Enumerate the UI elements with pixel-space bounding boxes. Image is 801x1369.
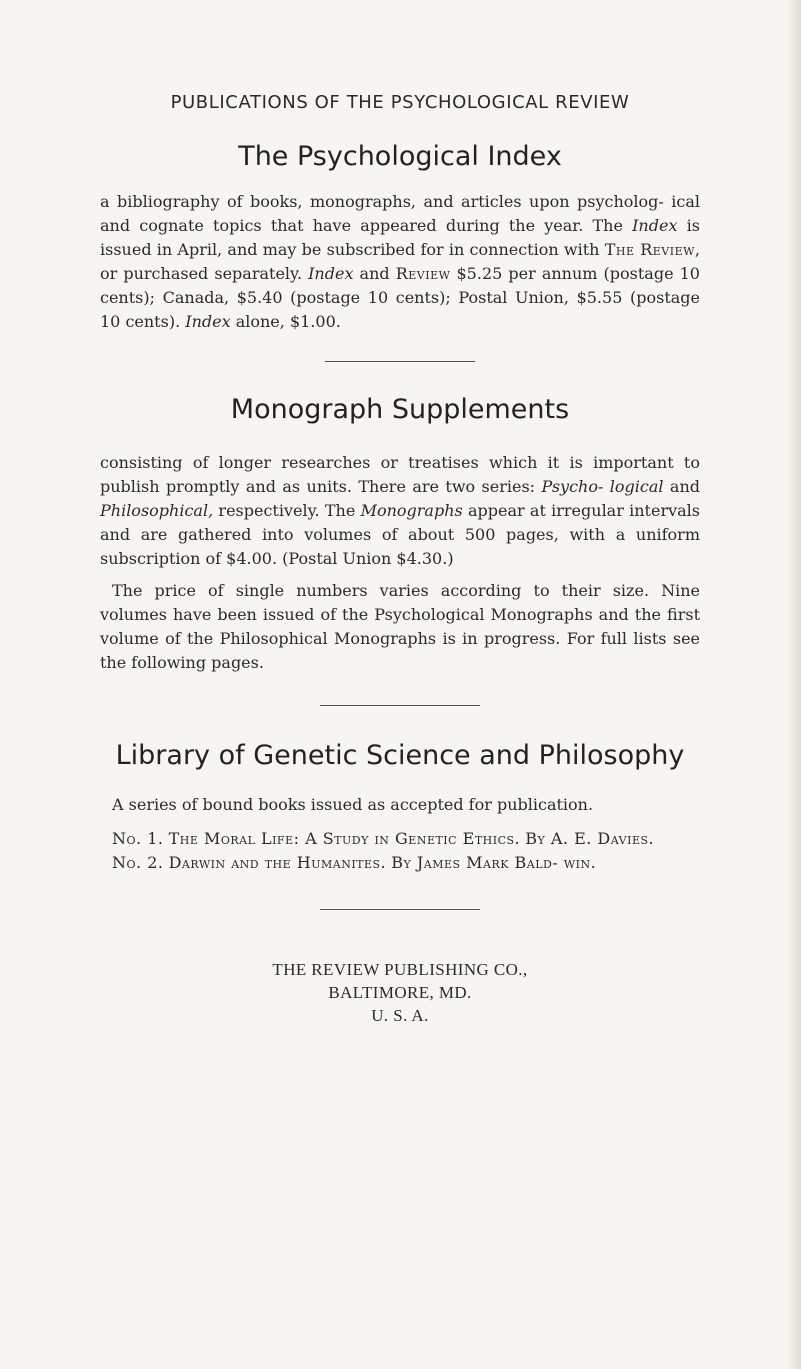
series-philosophical: Philosophical, xyxy=(100,501,214,520)
monograph-text-1c: appear at irregular intervals and are gathered into volumes of about 500 pages, with a uniform subscription of $4.00. (Postal Union $4.30.) xyxy=(100,501,700,568)
item-1-author: By A. E. Davies. xyxy=(525,829,655,848)
the-review-smallcaps: The Review xyxy=(604,240,695,259)
index-text-4: $5.25 per annum (postage 10 cents); Canada, $5.40 (postage 10 cents); Postal Union, $5.55 (postage 10 cents). xyxy=(100,264,700,331)
page-content xyxy=(100,92,700,1027)
library-item-1 xyxy=(100,827,700,851)
monograph-text-1a: consisting of longer researches or treatises which it is important to publish promptly and as units. There are two series: xyxy=(100,453,700,496)
running-head: PUBLICATIONS OF THE PSYCHOLOGICAL REVIEW xyxy=(170,92,630,113)
index-italic-3: Index xyxy=(185,312,231,331)
page-edge-shadow xyxy=(787,0,801,1369)
library-intro: A series of bound books issued as accepted for publication. xyxy=(112,795,594,814)
index-paragraph xyxy=(100,190,700,334)
index-text-3: , or purchased separately. xyxy=(100,240,700,283)
index-italic-2: Index xyxy=(308,264,354,283)
index-heading: The Psychological Index xyxy=(238,141,562,172)
monograph-paragraph-1 xyxy=(100,451,700,571)
index-text-1: a bibliography of books, monographs, and articles upon psycholog- ical and cognate topics that have appeared during the year. The xyxy=(100,192,700,235)
item-2-author: By James Mark Bald- win. xyxy=(391,853,597,872)
publisher-imprint xyxy=(100,958,700,1027)
index-italic-1: Index xyxy=(632,216,678,235)
item-2-title: Darwin and the Humanites. xyxy=(168,853,387,872)
imprint-line-3: U. S. A. xyxy=(371,1006,429,1025)
index-and: and xyxy=(359,264,390,283)
index-text-2: is issued in April, and may be subscribed for in connection with xyxy=(100,216,700,259)
monograph-and: and xyxy=(669,477,701,496)
imprint-line-2: BALTIMORE, MD. xyxy=(328,983,472,1002)
library-item-2 xyxy=(100,851,700,875)
series-psychological: Psycho- logical xyxy=(541,477,664,496)
review-smallcaps: Review xyxy=(395,264,451,283)
item-1-title: The Moral Life: A Study in Genetic Ethics. xyxy=(168,829,521,848)
library-heading: Library of Genetic Science and Philosophy xyxy=(115,740,685,771)
item-1-number: No. 1. xyxy=(112,829,164,848)
divider-2 xyxy=(320,705,480,706)
divider-3 xyxy=(320,909,480,910)
monograph-paragraph-2: The price of single numbers varies according to their size. Nine volumes have been issued of the Psychological Monographs and the first volume of the Philosophical Monographs is in progress. For full lists see the following pages. xyxy=(100,581,700,672)
monograph-heading: Monograph Supplements xyxy=(230,394,570,425)
monograph-text-1b: respectively. The xyxy=(218,501,356,520)
item-2-number: No. 2. xyxy=(112,853,164,872)
monographs-italic: Monographs xyxy=(360,501,463,520)
index-text-5: alone, $1.00. xyxy=(235,312,341,331)
divider-1 xyxy=(325,361,475,362)
imprint-line-1: THE REVIEW PUBLISHING CO., xyxy=(272,960,528,979)
